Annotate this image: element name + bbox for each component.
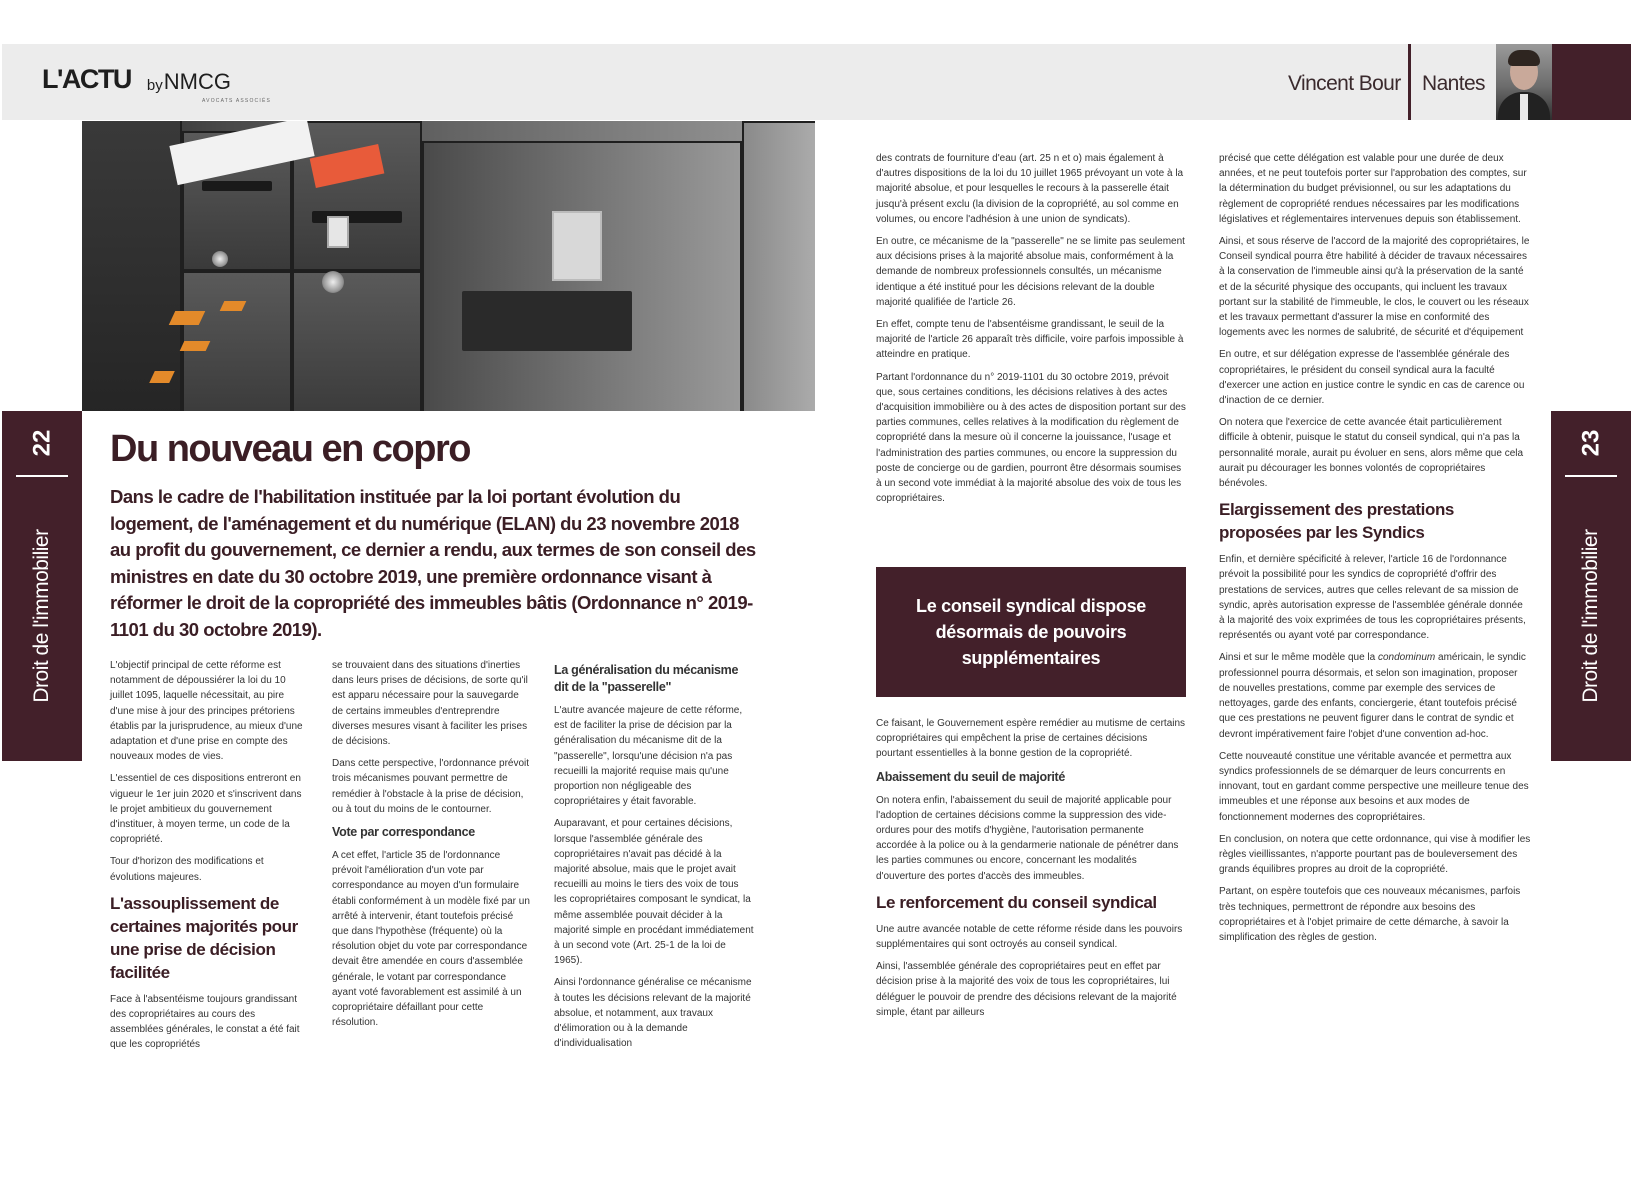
paragraph: En outre, et sur délégation expresse de l'assemblée générale des copropriétaires, le président du conseil syndical aura la faculté d'exercer une action en justice contre le syndic en cas de carence ou d'inaction de ce dernier. [1219,349,1525,407]
column-2 [332,658,532,1037]
column-4-continued [876,716,1186,1027]
paragraph: Une autre avancée notable de cette réforme réside dans les pouvoirs supplémentaires qui sont octroyés au conseil syndical. [876,923,1183,951]
pull-quote: Le conseil syndical dispose désormais de pouvoirs supplémentaires [876,567,1186,697]
tab-divider-right [1565,475,1617,477]
column-3 [554,658,754,1058]
column-1 [110,658,310,1060]
paragraph: Enfin, et dernière spécificité à relever, l'article 16 de l'ordonnance prévoit la possibilité pour les syndics de copropriété d'offrir des prestations de services, autres que celles relevant de sa mission de syndic, après autorisation expresse de l'assemblée générale donnée à la majorité des voix exprimées de tous les copropriétaires présents, représentés ou ayant voté par correspondance. [1219,554,1526,642]
author-name: Vincent Bour [1288,72,1401,95]
paragraph: Partant, on espère toutefois que ces nouveaux mécanismes, parfois très techniques, permettront de répondre aux besoins des copropriétaires et à l'objet primaire de cette démarche, à savoir la simplification des règles de gestion. [1219,886,1521,943]
header-accent-block [1552,44,1631,120]
section-label-left: Droit de l'immobilier [30,529,53,703]
header-divider [1408,44,1411,120]
paragraph: L'essentiel de ces dispositions entreront en vigueur le 1er juin 2020 et s'inscrivent dans le projet ambitieux du gouvernement d'instituer, à moyen terme, un code de la copropriété. [110,773,302,846]
paragraph: se trouvaient dans des situations d'inerties dans leurs prises de décisions, de sorte qu'il est apparu nécessaire pour la sauvegarde de certains immeubles d'entreprendre diverses mesures visant à faciliter les prises de décisions. [332,660,528,748]
logo-brand: NMCG [163,69,231,94]
paragraph: Auparavant, et pour certaines décisions, lorsque l'assemblée générale des copropriétaires n'avait pas décidé à la majorité absolue, mais que le projet avait recueilli au moins le tiers des voix de tous les copropriétaires composant le syndicat, la même assemblée pouvait décider à la majorité simple en procédant immédiatement à un second vote (Art. 25-1 de la loi de 1965). [554,818,754,967]
italic-term: condominum [1377,652,1436,664]
author-avatar [1496,44,1552,120]
page-tab-right [1551,411,1631,761]
logo-subtitle: AVOCATS ASSOCIÉS [202,98,272,104]
header-band [2,44,1631,120]
paragraph: Tour d'horizon des modifications et évolutions majeures. [110,856,264,883]
paragraph: Ainsi, l'assemblée générale des copropriétaires peut en effet par décision prise à la majorité des voix de tous les copropriétaires, lui déléguer le pouvoir de prendre des décisions relevant de la majorité simple, étant par ailleurs [876,961,1177,1018]
paragraph: L'objectif principal de cette réforme est notamment de dépoussiérer la loi du 10 juillet 1095, laquelle nécessitait, au pire d'une mise à jour des principes prétoriens établis par la jurisprudence, au mieux d'une adaptation et d'une prise en compte des nouveaux modes de vies. [110,660,303,763]
logo [42,66,231,93]
paragraph: A cet effet, l'article 35 de l'ordonnance prévoit l'amélioration d'un vote par correspondance au moyen d'un formulaire établi conformément à un modèle fixé par un arrêté à intervenir, étant toutefois précisé que dans l'hypothèse (fréquente) où la résolution objet du vote par correspondance devait être amendée en cours d'assemblée générale, le votant par correspondance ayant voté favorablement est assimilé à un copropriétaire défaillant pour cette résolution. [332,850,530,1029]
page-number-right: 23 [1576,429,1604,457]
paragraph: Ce faisant, le Gouvernement espère remédier au mutisme de certains copropriétaires qui empêchent la prise de certaines décisions pourtant essentielles à la bonne gestion de la copropriété. [876,718,1186,760]
section-label-right: Droit de l'immobilier [1579,529,1602,703]
paragraph: En conclusion, on notera que cette ordonnance, qui vise à modifier les règles vieillissantes, n'apporte pourtant pas de bouleversement des grands équilibres propres au droit de la copropriété. [1219,833,1531,876]
column-5 [1219,151,1531,952]
paragraph: Ainsi l'ordonnance généralise ce mécanisme à toutes les décisions relevant de la majorité absolue, et notamment, aux travaux d'élimoration ou à la demande d'individualisation [554,977,752,1050]
section-heading: Elargissement des prestations proposées par les Syndics [1219,500,1454,543]
logo-main: L'ACTU [42,64,131,94]
subsection-heading: Abaissement du seuil de majorité [876,769,1066,784]
paragraph: Dans cette perspective, l'ordonnance prévoit trois mécanismes pouvant permettre de remédier à l'obstacle à la prise de décision, ou à tout du moins de le contourner. [332,758,530,815]
paragraph: Ainsi, et sous réserve de l'accord de la majorité des copropriétaires, le Conseil syndical pourra être habilité à décider de travaux nécessaires à la conservation de l'immeuble ainsi qu'à la préservation de la santé et de la sécurité physique des occupants, qui incluent les travaux portant sur la stabilité de l'immeuble, le clos, le couvert ou les réseaux et les travaux permettant d'assurer la mise en conformité des logements avec les normes de salubrité, de sécurité et d'équipement [1219,236,1530,339]
paragraph: précisé que cette délégation est valable pour une durée de deux années, et ne peut toutefois porter sur l'approbation des comptes, sur la détermination du budget prévisionnel, ou sur les adaptations du règlement de copropriété rendues nécessaires par les modifications législatives et réglementaires intervenues depuis son établissement. [1219,153,1527,225]
paragraph: Face à l'absentéisme toujours grandissant des copropriétaires au cours des assemblées générales, le constat a été fait que les copropriétés [110,993,300,1051]
subsection-heading: Vote par correspondance [332,825,475,840]
paragraph: L'autre avancée majeure de cette réforme, est de faciliter la prise de décision par la généralisation du mécanisme dit de la "passerelle", lorsqu'une décision n'a pas recueilli la majorité requise mais qu'une proportion non négligeable des copropriétaires y était favorable. [554,705,743,808]
paragraph: Ainsi et sur le même modèle que la condominum américain, le syndic professionnel pourra désormais, et selon son imagination, proposer de nouvelles prestations, comme par exemple des services de nettoyages, garde des enfants, conciergerie, étant toutefois précisé que ces prestations ne peuvent figurer dans le contrat de syndic et devront impérativement faire l'objet d'une convention ad-hoc. [1219,652,1526,740]
paragraph: On notera enfin, l'abaissement du seuil de majorité applicable pour l'adoption de certaines décisions comme la suppression des vide-ordures pour des motifs d'hygiène, l'autorisation permanente accordée à la police ou à la gendarmerie nationale de pénétrer dans les parties communes ou encore, concernant les modalités d'ouverture des portes d'accès des immeubles. [876,794,1179,882]
paragraph: des contrats de fourniture d'eau (art. 25 n et o) mais également à d'autres dispositions de la loi du 10 juillet 1965 prévoyant un vote à la majorité absolue, et pour lesquelles le recours à la passerelle était jusqu'à présent exclu (la division de la copropriété, au sol comme en volumes, ou encore l'adhésion à une union de syndicats). [876,153,1184,225]
paragraph: Partant l'ordonnance du n° 2019-1101 du 30 octobre 2019, prévoit que, sous certaines conditions, les décisions relatives à des actes d'acquisition immobilière ou à des actes de disposition portant sur des parties communes, celles relatives à la modification du règlement de copropriété dans la mesure où il concerne la jouissance, l'usage et l'administration des parties communes, ou encore la suppression du poste de concierge ou de gardien, pourront être désormais soumises à un second vote immédiat à la majorité absolue des voix de tous les copropriétaires. [876,371,1186,505]
subsection-heading: La généralisation du mécanisme dit de la "passerelle" [554,663,739,694]
tab-divider-left [16,475,68,477]
logo-by: by [146,77,163,94]
page-number-left: 22 [27,429,55,457]
section-heading: Le renforcement du conseil syndical [876,892,1157,912]
article-photo-mailboxes [82,121,815,411]
article-title: Du nouveau en copro [110,428,470,470]
paragraph: On notera que l'exercice de cette avancée était particulièrement difficile à obtenir, puisque le statut du conseil syndical, qui n'a pas la personnalité morale, aurait pu évoluer en sens, alors même que cela aurait pu décourager les bonnes volontés de copropriétaires bénévoles. [1219,417,1524,490]
section-heading: L'assouplissement de certaines majorités pour une prise de décision facilitée [110,893,298,982]
article-lead: Dans le cadre de l'habilitation instituée par la loi portant évolution du logement, de l'aménagement et du numérique (ELAN) du 23 novembre 2018 au profit du gouvernement, ce dernier a rendu, aux termes de son conseil des ministres en date du 30 octobre 2019, une première ordonnance visant à réformer le droit de la copropriété des immeubles bâtis (Ordonnance n° 2019-1101 du 30 octobre 2019). [110,486,756,640]
paragraph: Cette nouveauté constitue une véritable avancée et permettra aux syndics professionnels de se démarquer de leurs concurrents en innovant, tout en gardant comme perspective une meilleure tenue des immeubles et une réponse aux besoins et aux modes de fonctionnement modernes des copropriétaires. [1219,750,1529,823]
paragraph: En outre, ce mécanisme de la "passerelle" ne se limite pas seulement aux décisions prises à la majorité absolue mais, conformément à la demande de nombreux professionnels consultés, un mécanisme identique a été institué pour les décisions relevant de la double majorité qualifiée de l'article 26. [876,236,1185,308]
author-city: Nantes [1422,72,1485,95]
column-4 [876,151,1186,513]
page-tab-left [2,411,82,761]
paragraph: En effet, compte tenu de l'absentéisme grandissant, le seuil de la majorité de l'article 26 apparaît très difficile, voire parfois impossible à atteindre en pratique. [876,319,1184,361]
